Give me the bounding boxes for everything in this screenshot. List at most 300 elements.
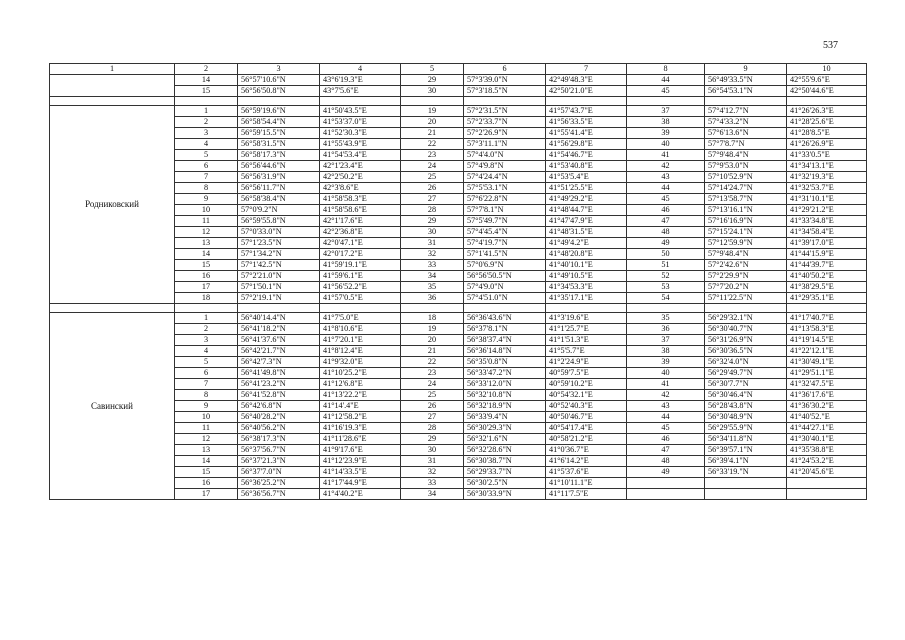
table-cell: 45 xyxy=(627,194,705,205)
table-cell: 57°1'41.5"N xyxy=(464,249,546,260)
table-cell: 56°33'19."N xyxy=(705,467,787,478)
table-cell: 14 xyxy=(175,75,238,86)
table-cell xyxy=(787,489,867,500)
table-cell: 57°4'33.2"N xyxy=(705,117,787,128)
table-cell: 41°30'40.1"E xyxy=(787,434,867,445)
table-cell: 57°13'58.7"N xyxy=(705,194,787,205)
table-cell: 28 xyxy=(401,205,464,216)
table-cell: 15 xyxy=(175,260,238,271)
table-cell: 41°48'44.7"E xyxy=(546,205,627,216)
table-cell: 57°4'24.4"N xyxy=(464,172,546,183)
table-cell: 41°26'26.3"E xyxy=(787,106,867,117)
table-cell: 24 xyxy=(401,379,464,390)
table-cell: 57°12'59.9"N xyxy=(705,238,787,249)
table-cell: 35 xyxy=(401,282,464,293)
table-cell xyxy=(627,489,705,500)
table-cell: 47 xyxy=(627,445,705,456)
spacer-cell xyxy=(464,97,546,106)
table-cell: 56°36'43.6"N xyxy=(464,313,546,324)
table-cell: 41°36'17.6"E xyxy=(787,390,867,401)
table-cell: 40°54'17.4"E xyxy=(546,423,627,434)
table-cell: 32 xyxy=(401,467,464,478)
table-cell: 57°14'24.7"N xyxy=(705,183,787,194)
table-cell: 41°35'17.1"E xyxy=(546,293,627,304)
table-cell: 57°13'16.1"N xyxy=(705,205,787,216)
table-cell: 42°50'21.0"E xyxy=(546,86,627,97)
table-cell: 42°3'8.6"E xyxy=(320,183,401,194)
table-cell: 41°11'7.5"E xyxy=(546,489,627,500)
coordinates-table xyxy=(49,63,867,500)
table-cell: 42°2'36.8"E xyxy=(320,227,401,238)
table-cell: 57°3'39.0"N xyxy=(464,75,546,86)
spacer-row xyxy=(50,304,867,313)
table-cell: 57°1'42.5"N xyxy=(238,260,320,271)
table-cell: 1 xyxy=(175,106,238,117)
table-cell: 57°1'34.2"N xyxy=(238,249,320,260)
table-cell: 56°33'9.4"N xyxy=(464,412,546,423)
table-cell: 16 xyxy=(175,271,238,282)
table-cell: 56°56'44.6"N xyxy=(238,161,320,172)
table-cell xyxy=(627,478,705,489)
table-cell: 40°58'21.2"E xyxy=(546,434,627,445)
table-cell: 17 xyxy=(175,489,238,500)
table-cell: 5 xyxy=(175,357,238,368)
table-cell: 41°30'49.1"E xyxy=(787,357,867,368)
table-cell: 56°40'56.2"N xyxy=(238,423,320,434)
spacer-cell xyxy=(705,97,787,106)
table-cell: 1 xyxy=(175,313,238,324)
table-cell: 20 xyxy=(401,335,464,346)
table-cell: 41°14'33.5"E xyxy=(320,467,401,478)
table-cell: 35 xyxy=(627,313,705,324)
table-cell: 40 xyxy=(627,139,705,150)
table-cell: 32 xyxy=(401,249,464,260)
table-cell: 57°2'26.9"N xyxy=(464,128,546,139)
table-cell: 42°0'47.1"E xyxy=(320,238,401,249)
spacer-cell xyxy=(627,97,705,106)
table-cell: 40°50'46.7"E xyxy=(546,412,627,423)
table-cell: 28 xyxy=(401,423,464,434)
table-cell: 57°2'31.5"N xyxy=(464,106,546,117)
table-cell: 41°3'19.6"E xyxy=(546,313,627,324)
table-cell: 41°36'30.2"E xyxy=(787,401,867,412)
table-cell: 56°30'2.5"N xyxy=(464,478,546,489)
table-cell: 41°55'41.4"E xyxy=(546,128,627,139)
table-cell: 26 xyxy=(401,401,464,412)
table-cell: 56°56'50.5"N xyxy=(464,271,546,282)
table-cell: 57°0'9.2"N xyxy=(238,205,320,216)
table-cell: 56°32'18.9"N xyxy=(464,401,546,412)
table-cell: 36 xyxy=(627,324,705,335)
table-cell: 57°4'9.8"N xyxy=(464,161,546,172)
table-cell: 7 xyxy=(175,379,238,390)
table-cell: 36 xyxy=(401,293,464,304)
table-cell: 41°2'24.9"E xyxy=(546,357,627,368)
table-cell: 43 xyxy=(627,172,705,183)
table-cell: 56°57'10.6"N xyxy=(238,75,320,86)
table-cell: 56°59'15.5"N xyxy=(238,128,320,139)
table-cell: 41°13'58.3"E xyxy=(787,324,867,335)
table-cell: 56°32'28.6"N xyxy=(464,445,546,456)
table-cell: 41°1'51.3"E xyxy=(546,335,627,346)
table-cell: 41°10'25.2"E xyxy=(320,368,401,379)
table-cell: 42°0'17.2"E xyxy=(320,249,401,260)
table-cell: 57°4'51.0"N xyxy=(464,293,546,304)
table-cell: 56°37'21.3"N xyxy=(238,456,320,467)
table-cell: 18 xyxy=(401,313,464,324)
table-cell: 38 xyxy=(627,346,705,357)
table-cell: 41°49'10.5"E xyxy=(546,271,627,282)
table-cell: 56°37'7.0"N xyxy=(238,467,320,478)
table-cell: 53 xyxy=(627,282,705,293)
table-cell: 57°3'18.5"N xyxy=(464,86,546,97)
table-cell: 48 xyxy=(627,227,705,238)
table-cell: 41°56'33.5"E xyxy=(546,117,627,128)
table-cell: 20 xyxy=(401,117,464,128)
table-cell: 57°5'53.1"N xyxy=(464,183,546,194)
table-cell: 42°2'50.2"E xyxy=(320,172,401,183)
table-cell: 42°1'23.4"E xyxy=(320,161,401,172)
table-cell: 19 xyxy=(401,106,464,117)
table-cell: 33 xyxy=(401,478,464,489)
table-cell: 41°32'53.7"E xyxy=(787,183,867,194)
table-cell: 56°30'48.9"N xyxy=(705,412,787,423)
table-cell: 41°53'37.0"E xyxy=(320,117,401,128)
table-cell: 41°8'12.4"E xyxy=(320,346,401,357)
table-cell: 21 xyxy=(401,346,464,357)
spacer-cell xyxy=(705,304,787,313)
table-cell: 49 xyxy=(627,467,705,478)
table-cell: 41°57'43.7"E xyxy=(546,106,627,117)
table-cell: 10 xyxy=(175,412,238,423)
table-cell: 14 xyxy=(175,249,238,260)
table-cell: 41°58'58.3"E xyxy=(320,194,401,205)
table-cell: 41°33'0.5"E xyxy=(787,150,867,161)
table-cell: 42°55'9.6"E xyxy=(787,75,867,86)
table-cell: 42°1'17.6"E xyxy=(320,216,401,227)
table-cell: 46 xyxy=(627,205,705,216)
table-cell: 41°9'17.6"E xyxy=(320,445,401,456)
table-cell: 41°40'10.1"E xyxy=(546,260,627,271)
table-cell: 40°59'7.5"E xyxy=(546,368,627,379)
table-cell: 57°0'6.9"N xyxy=(464,260,546,271)
table-cell: 56°33'12.0"N xyxy=(464,379,546,390)
table-cell: 41°12'6.8"E xyxy=(320,379,401,390)
table-cell: 12 xyxy=(175,227,238,238)
table-cell: 4 xyxy=(175,346,238,357)
table-cell: 41°20'45.6"E xyxy=(787,467,867,478)
table-cell: 34 xyxy=(401,271,464,282)
table-cell: 41°7'5.0"E xyxy=(320,313,401,324)
table-cell: 41°38'29.5"E xyxy=(787,282,867,293)
table-cell: 41°48'20.8"E xyxy=(546,249,627,260)
table-cell: 56°29'55.9"N xyxy=(705,423,787,434)
spacer-cell xyxy=(546,304,627,313)
table-cell: 57°15'24.1"N xyxy=(705,227,787,238)
table-cell: 9 xyxy=(175,401,238,412)
table-cell: 57°5'49.7"N xyxy=(464,216,546,227)
table-cell: 10 xyxy=(175,205,238,216)
table-cell: 56°39'4.1"N xyxy=(705,456,787,467)
table-cell: 40°52'40.3"E xyxy=(546,401,627,412)
table-cell: 7 xyxy=(175,172,238,183)
group-name: Савинский xyxy=(50,313,175,500)
table-cell: 41°49'29.2"E xyxy=(546,194,627,205)
spacer-cell xyxy=(787,304,867,313)
table-cell: 41°53'5.4"E xyxy=(546,172,627,183)
table-cell: 56°36'56.7"N xyxy=(238,489,320,500)
table-cell: 41°26'26.9"E xyxy=(787,139,867,150)
table-row xyxy=(50,106,867,117)
table-cell: 11 xyxy=(175,423,238,434)
table-cell: 41°34'58.4"E xyxy=(787,227,867,238)
table-cell: 56°30'38.7"N xyxy=(464,456,546,467)
table-cell: 41°8'10.6"E xyxy=(320,324,401,335)
table-cell: 30 xyxy=(401,227,464,238)
table-cell: 21 xyxy=(401,128,464,139)
table-cell: 19 xyxy=(401,324,464,335)
table-cell: 57°9'48.4"N xyxy=(705,150,787,161)
table-cell: 56°37'56.7"N xyxy=(238,445,320,456)
table-cell: 56°35'0.8"N xyxy=(464,357,546,368)
table-cell: 41°59'6.1"E xyxy=(320,271,401,282)
table-cell: 41°32'19.3"E xyxy=(787,172,867,183)
table-cell: 43 xyxy=(627,401,705,412)
table-cell: 41°47'47.9"E xyxy=(546,216,627,227)
table-cell: 56°32'4.0"N xyxy=(705,357,787,368)
table-cell: 41°29'21.2"E xyxy=(787,205,867,216)
table-cell: 56°40'14.4"N xyxy=(238,313,320,324)
table-cell: 43°7'5.6"E xyxy=(320,86,401,97)
table-cell: 31 xyxy=(401,238,464,249)
table-cell: 41 xyxy=(627,379,705,390)
table-cell: 57°1'50.1"N xyxy=(238,282,320,293)
table-cell: 57°4'9.0"N xyxy=(464,282,546,293)
table-cell xyxy=(705,489,787,500)
table-cell: 57°4'4.0"N xyxy=(464,150,546,161)
table-cell: 41°32'47.5"E xyxy=(787,379,867,390)
table-cell: 57°4'12.7"N xyxy=(705,106,787,117)
table-cell: 41°29'51.1"E xyxy=(787,368,867,379)
table-cell: 56°58'31.5"N xyxy=(238,139,320,150)
header-cell: 7 xyxy=(546,64,627,75)
header-cell: 4 xyxy=(320,64,401,75)
table-cell: 41°57'0.5"E xyxy=(320,293,401,304)
table-cell: 11 xyxy=(175,216,238,227)
table-cell: 6 xyxy=(175,368,238,379)
table-cell: 41°53'40.8"E xyxy=(546,161,627,172)
table-cell: 8 xyxy=(175,183,238,194)
table-cell: 56°32'10.8"N xyxy=(464,390,546,401)
table-cell: 15 xyxy=(175,467,238,478)
table-cell: 42 xyxy=(627,390,705,401)
table-cell: 41°9'32.0"E xyxy=(320,357,401,368)
table-cell: 41°1'25.7"E xyxy=(546,324,627,335)
table-cell: 41°58'58.6"E xyxy=(320,205,401,216)
table-cell: 57°1'23.5"N xyxy=(238,238,320,249)
table-cell: 34 xyxy=(401,489,464,500)
table-cell: 41°29'35.1"E xyxy=(787,293,867,304)
table-cell: 57°16'16.9"N xyxy=(705,216,787,227)
table-cell xyxy=(705,478,787,489)
table-cell: 29 xyxy=(401,216,464,227)
table-cell: 56°39'57.1"N xyxy=(705,445,787,456)
table-cell: 41°51'25.5"E xyxy=(546,183,627,194)
table-cell: 41°11'28.6"E xyxy=(320,434,401,445)
table-cell: 57°7'8.1"N xyxy=(464,205,546,216)
table-cell: 41°50'43.5"E xyxy=(320,106,401,117)
table-cell: 56°56'31.9"N xyxy=(238,172,320,183)
table-cell: 16 xyxy=(175,478,238,489)
table-cell: 56°36'25.2"N xyxy=(238,478,320,489)
table-cell: 44 xyxy=(627,75,705,86)
table-cell: 51 xyxy=(627,260,705,271)
spacer-cell xyxy=(627,304,705,313)
table-cell: 9 xyxy=(175,194,238,205)
table-cell: 27 xyxy=(401,412,464,423)
spacer-cell xyxy=(401,97,464,106)
table-cell: 40 xyxy=(627,368,705,379)
table-cell: 37 xyxy=(627,335,705,346)
table-cell: 45 xyxy=(627,86,705,97)
header-cell: 9 xyxy=(705,64,787,75)
table-cell: 56°58'54.4"N xyxy=(238,117,320,128)
table-cell: 56°40'28.2"N xyxy=(238,412,320,423)
table-cell: 56°30'33.9"N xyxy=(464,489,546,500)
table-cell: 29 xyxy=(401,75,464,86)
table-cell: 41°17'44.9"E xyxy=(320,478,401,489)
table-cell: 41°24'53.2"E xyxy=(787,456,867,467)
table-cell: 56°30'7.7"N xyxy=(705,379,787,390)
table-cell: 3 xyxy=(175,335,238,346)
table-cell: 57°7'20.2"N xyxy=(705,282,787,293)
table-cell: 30 xyxy=(401,86,464,97)
table-cell: 56°29'49.7"N xyxy=(705,368,787,379)
table-cell: 8 xyxy=(175,390,238,401)
header-cell: 8 xyxy=(627,64,705,75)
table-cell: 27 xyxy=(401,194,464,205)
table-cell: 44 xyxy=(627,183,705,194)
table-cell: 41 xyxy=(627,150,705,161)
table-cell: 57°9'53.0"N xyxy=(705,161,787,172)
table-cell: 56°41'52.8"N xyxy=(238,390,320,401)
table-cell: 41°19'14.5"E xyxy=(787,335,867,346)
table-cell: 56°54'53.1"N xyxy=(705,86,787,97)
header-cell: 3 xyxy=(238,64,320,75)
table-cell: 42 xyxy=(627,161,705,172)
header-cell: 6 xyxy=(464,64,546,75)
spacer-cell xyxy=(175,304,238,313)
spacer-cell xyxy=(464,304,546,313)
table-cell: 57°0'33.0"N xyxy=(238,227,320,238)
spacer-cell xyxy=(401,304,464,313)
table-cell: 42°49'48.3"E xyxy=(546,75,627,86)
table-cell: 29 xyxy=(401,434,464,445)
table-cell: 3 xyxy=(175,128,238,139)
table-cell: 41°55'43.9"E xyxy=(320,139,401,150)
table-cell: 56°59'19.6"N xyxy=(238,106,320,117)
table-cell: 13 xyxy=(175,445,238,456)
table-cell: 41°34'13.1"E xyxy=(787,161,867,172)
table-cell: 56°58'17.3"N xyxy=(238,150,320,161)
table-cell: 56°42'6.8"N xyxy=(238,401,320,412)
header-row xyxy=(50,64,867,75)
table-cell: 48 xyxy=(627,456,705,467)
table-cell: 41°44'15.9"E xyxy=(787,249,867,260)
table-cell: 38 xyxy=(627,117,705,128)
table-cell: 41°12'23.9"E xyxy=(320,456,401,467)
table-cell: 47 xyxy=(627,216,705,227)
table-cell: 57°2'33.7"N xyxy=(464,117,546,128)
table-cell: 56°38'37.4"N xyxy=(464,335,546,346)
spacer-cell xyxy=(320,97,401,106)
table-cell: 56°30'40.7"N xyxy=(705,324,787,335)
header-cell: 2 xyxy=(175,64,238,75)
table-cell: 56°58'38.4"N xyxy=(238,194,320,205)
spacer-row xyxy=(50,97,867,106)
table-cell: 41°5'37.6"E xyxy=(546,467,627,478)
table-cell: 46 xyxy=(627,434,705,445)
header-cell: 5 xyxy=(401,64,464,75)
table-cell: 56°36'14.8"N xyxy=(464,346,546,357)
table-cell: 56°56'11.7"N xyxy=(238,183,320,194)
table-cell: 37 xyxy=(627,106,705,117)
table-cell: 2 xyxy=(175,117,238,128)
spacer-cell xyxy=(546,97,627,106)
table-cell: 41°56'52.2"E xyxy=(320,282,401,293)
table-cell: 41°33'34.8"E xyxy=(787,216,867,227)
table-cell: 41°28'8.5"E xyxy=(787,128,867,139)
table-cell: 23 xyxy=(401,368,464,379)
table-cell: 56°30'36.5"N xyxy=(705,346,787,357)
table-cell: 57°2'21.0"N xyxy=(238,271,320,282)
table-cell: 41°5'5.7"E xyxy=(546,346,627,357)
spacer-cell xyxy=(238,304,320,313)
table-cell: 56°41'18.2"N xyxy=(238,324,320,335)
table-cell xyxy=(787,478,867,489)
table-cell: 57°4'19.7"N xyxy=(464,238,546,249)
spacer-cell xyxy=(50,97,175,106)
group-cell-empty xyxy=(50,75,175,97)
table-cell: 40°54'32.1"E xyxy=(546,390,627,401)
table-cell: 57°9'48.4"N xyxy=(705,249,787,260)
table-cell: 33 xyxy=(401,260,464,271)
table-cell: 56°32'1.6"N xyxy=(464,434,546,445)
table-cell: 41°54'53.4"E xyxy=(320,150,401,161)
table-cell: 41°54'46.7"E xyxy=(546,150,627,161)
table-cell: 41°44'27.1"E xyxy=(787,423,867,434)
table-cell: 41°59'19.1"E xyxy=(320,260,401,271)
table-cell: 41°16'19.3"E xyxy=(320,423,401,434)
table-cell: 39 xyxy=(627,128,705,139)
spacer-cell xyxy=(175,97,238,106)
table-cell: 56°49'33.5"N xyxy=(705,75,787,86)
table-cell: 39 xyxy=(627,357,705,368)
table-cell: 57°11'22.5"N xyxy=(705,293,787,304)
table-cell: 56°30'29.3"N xyxy=(464,423,546,434)
table-cell: 57°3'11.1"N xyxy=(464,139,546,150)
table-cell: 57°7'8.7"N xyxy=(705,139,787,150)
table-cell: 56°56'50.8"N xyxy=(238,86,320,97)
table-cell: 41°17'40.7"E xyxy=(787,313,867,324)
table-cell: 41°31'10.1"E xyxy=(787,194,867,205)
table-row xyxy=(50,75,867,86)
table-cell: 56°29'32.1"N xyxy=(705,313,787,324)
table-cell: 44 xyxy=(627,412,705,423)
table-cell: 56°41'37.6"N xyxy=(238,335,320,346)
spacer-cell xyxy=(50,304,175,313)
table-cell: 23 xyxy=(401,150,464,161)
